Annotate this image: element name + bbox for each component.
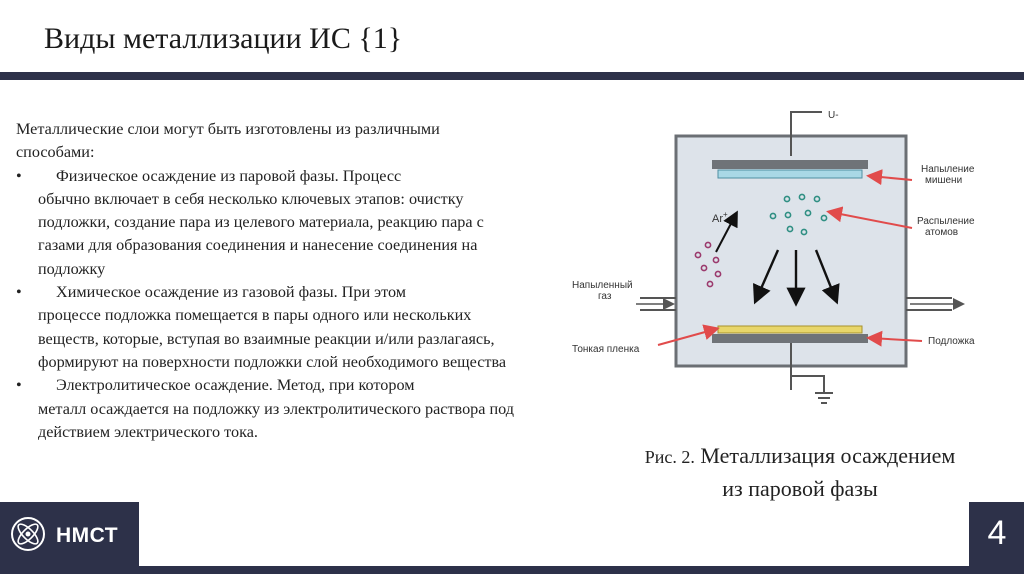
ion-label: Ar+ (712, 210, 728, 225)
bullet-rest: процессе подложка помещается в пары одного или нескольких веществ, которые, вступая во взаимные реакции и/или разлагаясь, формируют на поверхности подложки слой необходимого вещества (38, 306, 507, 371)
voltage-label: U- (828, 110, 839, 121)
figure-number: Рис. 2. (644, 447, 695, 467)
bullet-rest: металл осаждается на подложку из электролитического раствора под действием электрического тока. (38, 399, 515, 441)
bullet-item-pvd (16, 165, 516, 281)
bullet-item-cvd (16, 281, 516, 374)
ground-icon (815, 393, 833, 403)
footer-panel (139, 502, 969, 566)
bullet-rest: обычно включает в себя несколько ключевых этапов: очистку подложки, создание пара из целевого материала, реакцию пара с газами для образования соединения и нанесение соединения на подложку (38, 189, 484, 278)
caption-line-2: из паровой фазы (722, 476, 878, 501)
substrate (712, 334, 868, 343)
label-film: Тонкая пленка (572, 344, 640, 355)
brand-name: НМСТ (56, 524, 119, 547)
vapor-deposition-diagram (566, 98, 996, 416)
target-plate (718, 170, 862, 178)
atom-logo-icon (10, 516, 46, 552)
target-holder (712, 160, 868, 169)
page-number: 4 (987, 514, 1007, 552)
caption-line-1: Металлизация осаждением (700, 443, 956, 468)
body-text (16, 118, 516, 444)
label-gas: Напыленный газ (572, 280, 633, 302)
thin-film (718, 326, 862, 333)
figure-caption (600, 440, 1000, 505)
bullet-lead: Электролитическое осаждение. Метод, при котором (56, 376, 415, 395)
title-divider (0, 72, 1024, 80)
slide-title: Виды металлизации ИС {1} (44, 22, 403, 55)
bullet-lead: Физическое осаждение из паровой фазы. Процесс (56, 166, 402, 185)
intro-text: Металлические слои могут быть изготовлены из различными способами: (16, 120, 440, 162)
bullet-mark: • (16, 283, 22, 302)
bullet-mark: • (16, 166, 22, 185)
bullet-lead: Химическое осаждение из газовой фазы. При этом (56, 283, 406, 302)
label-atoms: Распыление атомов (917, 216, 975, 238)
bullet-mark: • (16, 376, 22, 395)
bullet-item-electrolytic (16, 374, 516, 444)
label-target: Напыление мишени (921, 164, 975, 186)
label-substrate: Подложка (928, 336, 975, 347)
